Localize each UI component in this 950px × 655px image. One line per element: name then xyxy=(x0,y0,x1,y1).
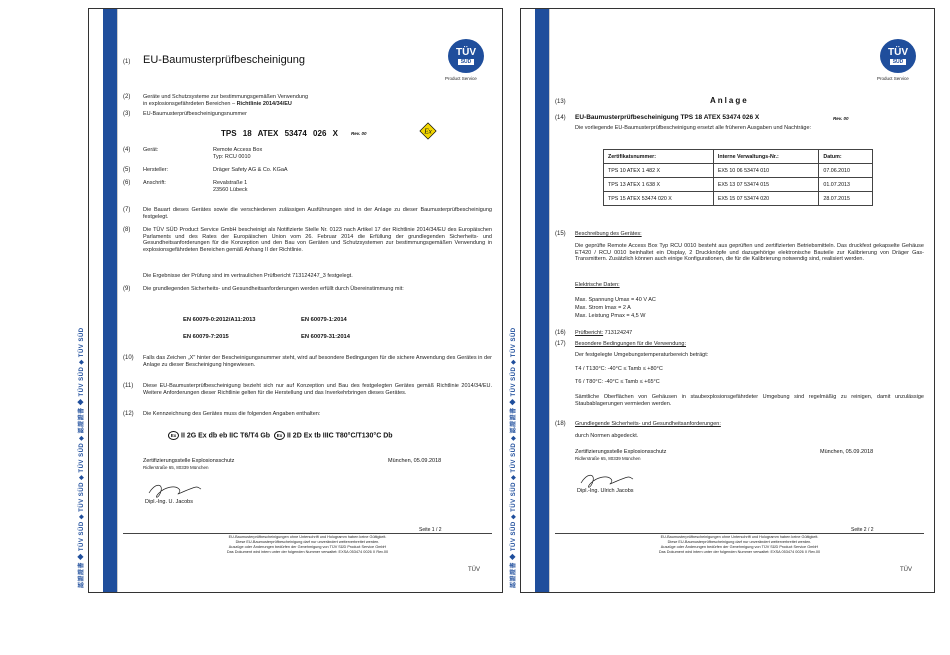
logo-caption: Product Service xyxy=(877,76,909,81)
page-2-content: TÜV SÜD Product Service (13) Anlage (14) EU-Baumusterprüfbescheinigung TPS 18 ATEX 53474 026 X Rev. 00 Die vorliegende EU-Baumusterprüfbescheinigung ersetzt alle früheren Ausgaben und Nachträge: Zertifikatsnummer: Interne Verwaltungs-Nr.: Datum: TPS 10 ATEX 1 482 X EX5 10 06 53474 010 07.06.2010 TPS 13 ATEX 1 638 X EX5 13 07 53474 015 01.07.2013 TPS 15 ATEX 53474 020 X EX5 15 07 53474 020 28.07.2015 (15) Beschreibung des Gerätes: Die geprüfte Remote Access Box Typ RCU 0010 besteht aus geprüften und zertifizierten Betriebsmitteln. Das druckfest gekapselte Gehäuse ET420 / RCU 0010 beinhaltet ein Display, 2 Druckknöpfe und dazugehörige elektronische Bauteile zur Kalibrierung von Dräger Gas-Transmittern. Zusätzlich können auch einige Konfigurationen, die für die Kalibrierung notwendig sind, realisiert werden. Elektrische Daten: Max. Spannung Umax = 40 V AC Max. Strom Imax = 2 A Max. Leistung Pmax = 4,5 W (16) Prüfbericht: 713124247 (17) Besondere Bedingungen für die Verwendung: Der festgelegte Umgebungstemperaturbereich beträgt: T4 / T130°C: -40°C ≤ Tamb ≤ +80°C T6 / T80°C: -40°C ≤ Tamb ≤ +65°C Sämtliche Oberflächen von Gehäusen in staubexplosionsgefährdeter Umgebung sind regelmäßig zu reinigen, damit unzulässige Staubablagerungen vermieden werden. (18) Grundlegende Sicherheits- und Gesundheitsanforderungen: durch Normen abgedeckt. Zertifizierungsstelle Explosionsschutz Ridlerstraße 65, 80339 München München, 05.09.2018 Dipl.-Ing. Ulrich Jacobs Seite 2 / 2 EU-Baumusterprüfbescheinigungen ohne Unterschrift und Hologramm haben keine Gültigkeit. Diese EU-Baumusterprüfbescheinigung darf nur unverändert weiterverbreitet werden. Auszüge oder Änderungen bedürfen der Genehmigung von TÜV SÜD Product Service GmbH Das Dokument wird intern unter der folgenden Nummer verwaltet: EXSA 053474 0026 X Rev.00 TÜV xyxy=(555,9,924,592)
svg-text:Ex: Ex xyxy=(424,127,432,136)
certificate-number: TPS 18 ATEX 53474 026 X xyxy=(221,129,338,138)
footer-notes: EU-Baumusterprüfbescheinigungen ohne Unterschrift und Hologramm haben keine Gültigkeit. Diese EU-Baumusterprüfbescheinigung darf nur unverändert weiterverbreitet werden. Auszüge oder Änderungen bedürfen der Genehmigung von TÜV SÜD Product Service GmbH Das Dokument wird intern unter der folgenden Nummer verwaltet: EXSA 053474 0026 X Rev.00 xyxy=(226,535,389,554)
table-row: TPS 15 ATEX 53474 020 X EX5 15 07 53474 020 28.07.2015 xyxy=(604,192,873,206)
strip-band-text: ZERTIFIKAT ◆ CERTIFICATE ◆ СЕРТИФИКАТ ◆ CERTIFICADO ◆ CERTIFICAT xyxy=(90,139,101,588)
ex-mark-icon: Ex xyxy=(274,431,285,440)
footer-notes: EU-Baumusterprüfbescheinigungen ohne Unterschrift und Hologramm haben keine Gültigkeit. Diese EU-Baumusterprüfbescheinigung darf nur unverändert weiterverbreitet werden. Auszüge oder Änderungen bedürfen der Genehmigung von TÜV SÜD Product Service GmbH Das Dokument wird intern unter der folgenden Nummer verwaltet: EXSA 053474 0026 X Rev.00 xyxy=(658,535,821,554)
tuv-sud-logo: TÜV SÜD xyxy=(880,39,916,73)
certificate-side-strip xyxy=(79,9,118,592)
page-number: Seite 1 / 2 xyxy=(419,527,442,533)
previous-certificates-table xyxy=(603,149,873,206)
strip-band-text: ZERTIFIKAT ◆ CERTIFICATE ◆ СЕРТИФИКАТ ◆ CERTIFICADO ◆ CERTIFICAT xyxy=(522,139,533,588)
strip-side-text: 認證證書 ◆ TÜV SÜD ◆ TÜV SÜD ◆ TÜV SÜD ◆ 認證證書 ◆ TÜV SÜD ◆ TÜV SÜD xyxy=(511,327,517,588)
certificate-page-1 xyxy=(79,8,503,593)
signer-name: Dipl.-Ing. U. Jacobs xyxy=(145,499,193,505)
signature-image xyxy=(145,479,205,501)
marking-line: Ex II 2G Ex db eb IIC T6/T4 Gb Ex II 2D Ex tb IIIC T80°C/T130°C Db xyxy=(168,431,393,440)
table-header-row: Zertifikatsnummer: Interne Verwaltungs-Nr.: Datum: xyxy=(604,150,873,164)
certificate-side-strip xyxy=(511,9,550,592)
certificate-page-2 xyxy=(511,8,935,593)
signer-name: Dipl.-Ing. Ulrich Jacobs xyxy=(577,488,634,494)
tuv-sud-logo: TÜV SÜD xyxy=(448,39,484,73)
table-row: TPS 13 ATEX 1 638 X EX5 13 07 53474 015 01.07.2013 xyxy=(604,178,873,192)
ex-mark-icon: Ex xyxy=(168,431,179,440)
page-number: Seite 2 / 2 xyxy=(851,527,874,533)
strip-side-text: 認證證書 ◆ TÜV SÜD ◆ TÜV SÜD ◆ TÜV SÜD ◆ 認證證書 ◆ TÜV SÜD ◆ TÜV SÜD xyxy=(79,327,85,588)
annex-heading: EU-Baumusterprüfbescheinigung TPS 18 ATEX 53474 026 X xyxy=(575,114,760,121)
page-1-content: TÜV SÜD Product Service (1) EU-Baumusterprüfbescheinigung (2) Geräte und Schutzsysteme zur bestimmungsgemäßen Verwendung in explosionsgefährdeten Bereichen – Richtlinie 2014/34/EU (3) EU-Baumusterprüfbescheinigungsnummer TPS 18 ATEX 53474 026 X Rev. 00 Ex (4) Gerät: Remote Access Box Typ: RCU 0010 (5) Hersteller: Dräger Safety AG & Co. KGaA (6) Anschrift: Revalstraße 1 23560 Lübeck (7) Die Bauart dieses Gerätes sowie die verschiedenen zulässigen Ausführungen sind in der Anlage zu dieser Baumusterprüfbescheinigung festgelegt. (8) Die TÜV SÜD Product Service GmbH bescheinigt als Notifizierte Stelle Nr. 0123 nach Artikel 17 der Richtlinie 2014/34/EU des Europäischen Parlaments und des Rates der Europäischen Union vom 26. Februar 2014 die Erfüllung der grundlegenden Sicherheits- und Gesundheitsanforderungen für die Konzeption und den Bau von Geräten und Schutzsystemen zur bestimmungsgemäßen Verwendung in explosionsgefährdeten Bereichen gemäß Anhang II der Richtlinie. Die Ergebnisse der Prüfung sind im vertraulichen Prüfbericht 713124247_3 festgelegt. (9) Die grundlegenden Sicherheits- und Gesundheitsanforderungen werden erfüllt durch Übereinstimmung mit: EN 60079-0:2012/A11:2013 EN 60079-1:2014 EN 60079-7:2015 EN 60079-31:2014 (10) Falls das Zeichen „X" hinter der Bescheinigungsnummer steht, wird auf besondere Bedingungen für die sichere Anwendung des Gerätes in der Anlage zu dieser Bescheinigung hingewiesen. (11) Diese EU-Baumusterprüfbescheinigung bezieht sich nur auf Konzeption und Bau des festgelegten Gerätes gemäß Richtlinie 2014/34/EU. Weitere Anforderungen dieser Richtlinie gelten für die Herstellung und das Inverkehrbringen dieses Gerätes. (12) Die Kennzeichnung des Gerätes muss die folgenden Angaben enthalten: Ex II 2G Ex db eb IIC T6/T4 Gb Ex II 2D Ex tb IIIC T80°C/T130°C Db Zertifizierungsstelle Explosionsschutz Ridlerstraße 65, 80339 München München, 05.09.2018 Dipl.-Ing. U. Jacobs Seite 1 / 2 EU-Baumusterprüfbescheinigungen ohne Unterschrift und Hologramm haben keine Gültigkeit. Diese EU-Baumusterprüfbescheinigung darf nur unverändert weiterverbreitet werden. Auszüge oder Änderungen bedürfen der Genehmigung von TÜV SÜD Product Service GmbH Das Dokument wird intern unter der folgenden Nummer verwaltet: EXSA 053474 0026 X Rev.00 TÜV xyxy=(123,9,492,592)
footer-tuv-mark: TÜV xyxy=(468,567,480,573)
ex-hazard-icon xyxy=(419,122,437,140)
page-title: EU-Baumusterprüfbescheinigung xyxy=(143,54,306,66)
annex-title: Anlage xyxy=(710,96,749,105)
footer-tuv-mark: TÜV xyxy=(900,567,912,573)
table-row: TPS 10 ATEX 1 482 X EX5 10 06 53474 010 07.06.2010 xyxy=(604,164,873,178)
logo-caption: Product Service xyxy=(445,76,477,81)
